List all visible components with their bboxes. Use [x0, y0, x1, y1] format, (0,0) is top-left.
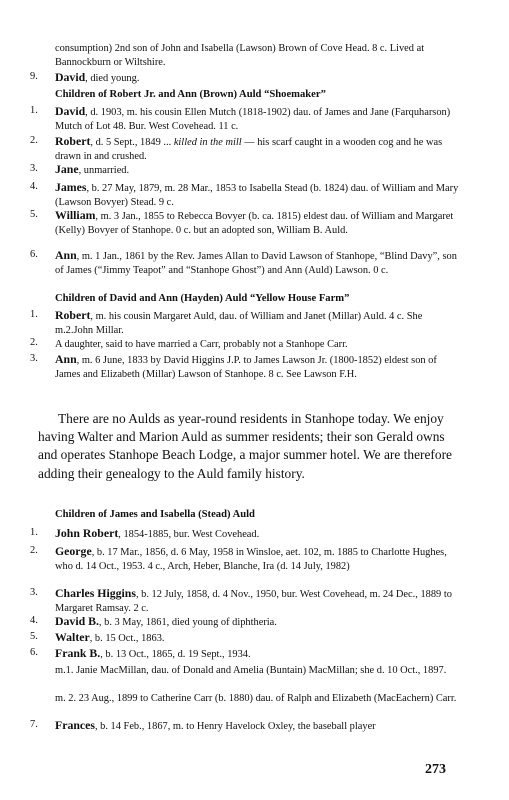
- entry-name: Ann: [55, 352, 77, 366]
- entry-number: 1.: [30, 309, 38, 320]
- entry-number: 9.: [30, 71, 38, 82]
- entry-text: , unmarried.: [78, 165, 130, 176]
- entry-number: 4.: [30, 615, 38, 626]
- entry-text: , d. 1903, m. his cousin Ellen Mutch (1818-1902) dau. of James and Jane (Farquharson) Mutch of Lot 48. Bur. West Covehead. 11 c.: [55, 107, 451, 132]
- entry-name: David: [55, 104, 86, 118]
- entry-number: 3.: [30, 353, 38, 364]
- entry-text: , b. 13 Oct., 1865, d. 19 Sept., 1934.: [100, 649, 251, 660]
- entry-text: , m. 1 Jan., 1861 by the Rev. James Allan to David Lawson of Stanhope, “Blind Davy”, son of James (“Jimmy Teapot” and “Stanhope Ghost”) and Ann (Auld) Lawson. 0 c.: [55, 251, 457, 276]
- entry-name: David B.: [55, 614, 99, 628]
- section-heading-david-ann-hayden: Children of David and Ann (Hayden) Auld “Yellow House Farm”: [55, 293, 350, 304]
- intro-paragraph: There are no Aulds as year-round residents in Stanhope today. We enjoy having Walter and Marion Auld as summer residents; their son Gerald owns and operates Stanhope Beach Lodge, a major summer hotel. We are therefore adding their genealogy to the Auld family history.: [38, 411, 452, 481]
- entry-text: , d. 5 Sept., 1849 ...: [90, 137, 174, 148]
- continuation-text: consumption) 2nd son of John and Isabella (Lawson) Brown of Cove Head. 8 c. Lived at Bannockburn or Wiltshire.: [55, 43, 425, 68]
- entry-text: , b. 14 Feb., 1867, m. to Henry Havelock Oxley, the baseball player: [94, 721, 376, 732]
- entry-number: 4.: [30, 181, 38, 192]
- entry-name: William: [55, 208, 96, 222]
- entry-number: 7.: [30, 719, 38, 730]
- entry-number: 6.: [30, 249, 38, 260]
- entry-number: 5.: [30, 209, 38, 220]
- entry-number: 1.: [30, 527, 38, 538]
- entry-text: , m. 3 Jan., 1855 to Rebecca Bovyer (b. ca. 1815) eldest dau. of William and Margaret (Kelly) Bovyer of Stanhope. 0 c. but an adopted son, William B. Auld.: [55, 211, 454, 236]
- entry-text: , m. his cousin Margaret Auld, dau. of William and Janet (Millar) Auld. 4 c. She m.2.John Millar.: [55, 311, 423, 336]
- entry-name: David: [55, 70, 86, 84]
- entry-number: 2.: [30, 135, 38, 146]
- entry-text: , b. 15 Oct., 1863.: [89, 633, 165, 644]
- page-number: 273: [425, 762, 446, 777]
- entry-number: 6.: [30, 647, 38, 658]
- entry-text: , b. 3 May, 1861, died young of diphtheria.: [98, 617, 277, 628]
- entry-number: 1.: [30, 105, 38, 116]
- entry-text: , b. 12 July, 1858, d. 4 Nov., 1950, bur. West Covehead, m. 24 Dec., 1889 to Margaret Ramsay. 2 c.: [55, 589, 452, 614]
- entry-name: John Robert: [55, 526, 119, 540]
- entry-name: Charles Higgins: [55, 586, 136, 600]
- entry-number: 2.: [30, 545, 38, 556]
- entry-number: 3.: [30, 587, 38, 598]
- entry-text: m. 2. 23 Aug., 1899 to Catherine Carr (b. 1880) dau. of Ralph and Elizabeth (MacEachern) Carr.: [55, 693, 457, 704]
- entry-name: Robert: [55, 308, 91, 322]
- entry-name: Jane: [55, 162, 79, 176]
- section-heading-james-isabella-stead: Children of James and Isabella (Stead) Auld: [55, 509, 255, 520]
- entry-name: Frank B.: [55, 646, 101, 660]
- entry-text: , b. 27 May, 1879, m. 28 Mar., 1853 to Isabella Stead (b. 1824) dau. of William and Mary (Lawson Bovyer) Stead. 9 c.: [55, 183, 459, 208]
- entry-name: Ann: [55, 248, 77, 262]
- entry-text: , 1854-1885, bur. West Covehead.: [118, 529, 260, 540]
- entry-name: Robert: [55, 134, 91, 148]
- section-heading-robert-ann-brown: Children of Robert Jr. and Ann (Brown) Auld “Shoemaker”: [55, 89, 326, 100]
- entry-text: m.1. Janie MacMillan, dau. of Donald and Amelia (Buntain) MacMillan; she d. 10 Oct., 1897.: [55, 665, 447, 676]
- entry-italic: killed in the mill: [173, 137, 242, 148]
- entry-name: James: [55, 180, 87, 194]
- entry-name: George: [55, 544, 92, 558]
- entry-number: 2.: [30, 337, 38, 348]
- entry-number: 3.: [30, 163, 38, 174]
- entry-text: , b. 17 Mar., 1856, d. 6 May, 1958 in Winsloe, aet. 102, m. 1885 to Charlotte Hughes, who d. 14 Oct., 1953. 4 c., Arch, Heber, Blanche, Ira (d. 14 July, 1982): [55, 547, 447, 572]
- entry-name: Walter: [55, 630, 90, 644]
- entry-text-2: — his scarf caught in a wooden cog and he was drawn in and crushed.: [55, 137, 443, 162]
- entry-number: 5.: [30, 631, 38, 642]
- entry-name: Frances: [55, 718, 95, 732]
- entry-text: A daughter, said to have married a Carr, probably not a Stanhope Carr.: [55, 339, 348, 350]
- entry-text: , m. 6 June, 1833 by David Higgins J.P. to James Lawson Jr. (1800-1852) eldest son of James and Elizabeth (Millar) Lawson of Stanhope. 8 c. See Lawson F.H.: [55, 355, 437, 380]
- entry-text: , died young.: [85, 73, 140, 84]
